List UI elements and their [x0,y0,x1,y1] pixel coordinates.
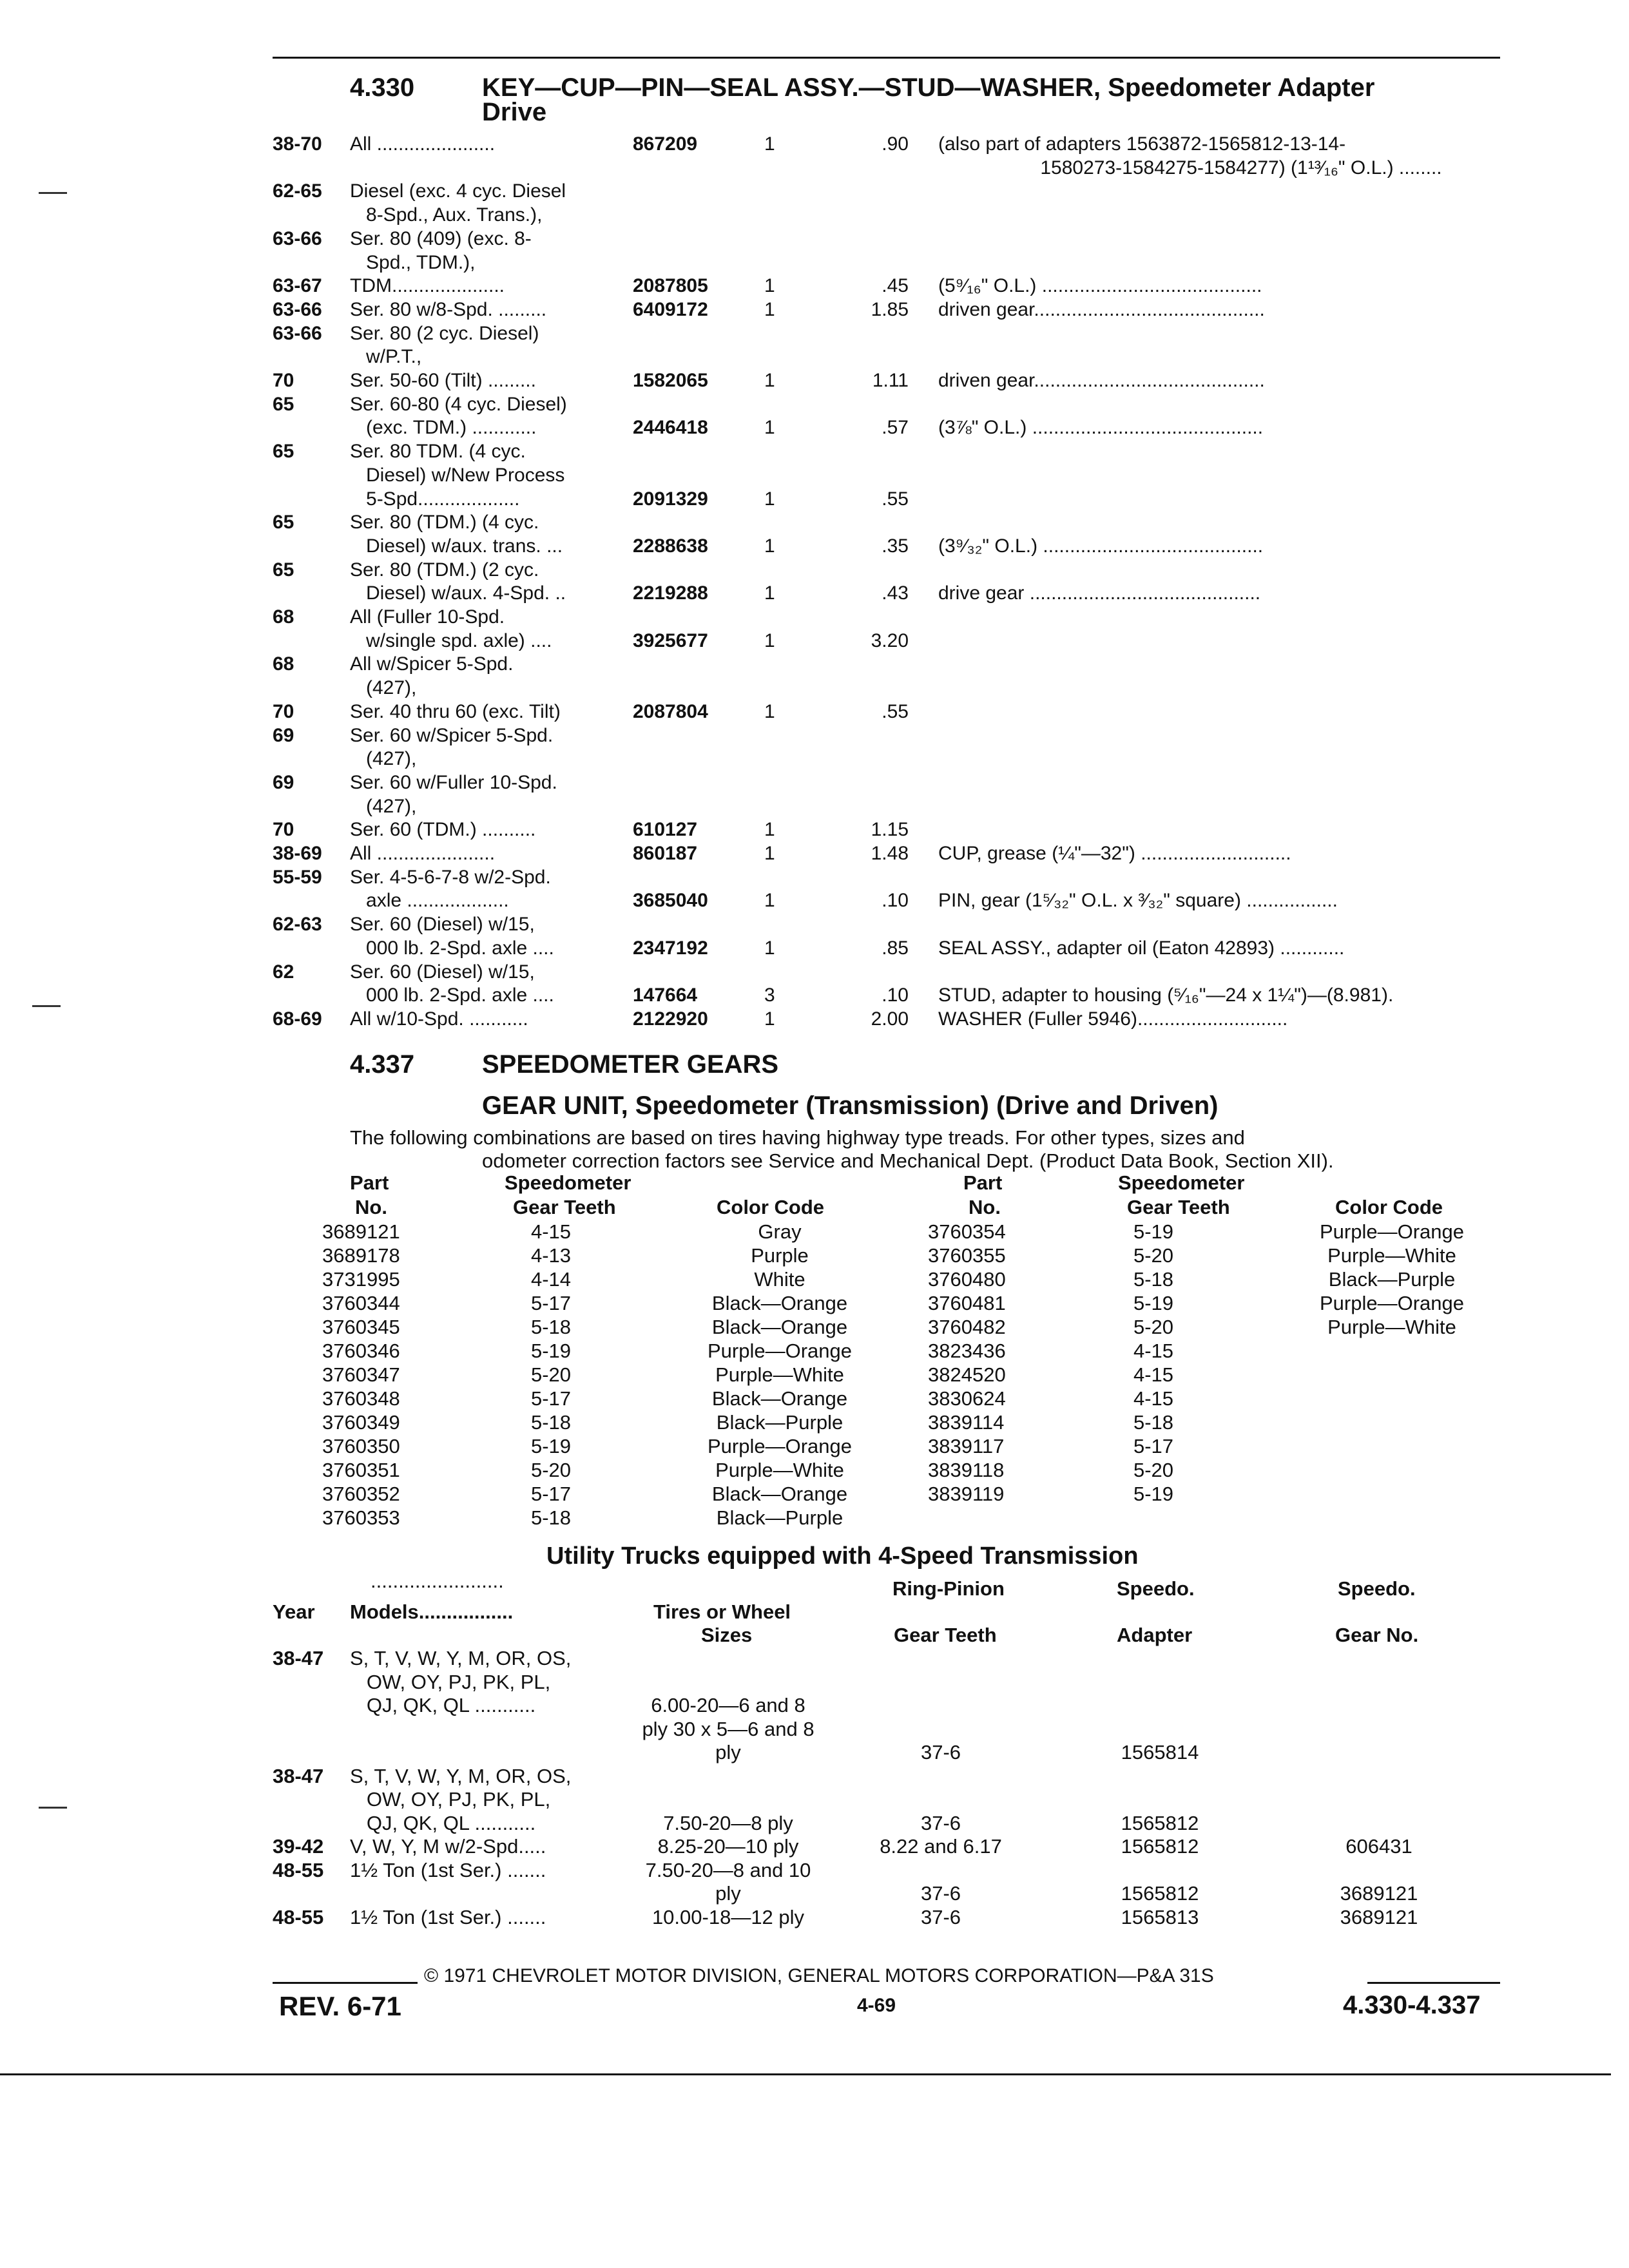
gear-unit-subtitle: GEAR UNIT, Speedometer (Transmission) (Drive and Driven) [482,1091,1219,1120]
row-year: 65 [273,441,294,463]
utility-tires: 10.00-18—12 ply [651,1905,805,1928]
footer-rule-left [273,1982,418,1984]
gear-color-code: Purple—White [1327,1316,1456,1338]
row-model: w/P.T., [350,346,422,368]
utility-ring-pinion: 37-6 [920,1882,961,1905]
utility-model: OW, OY, PJ, PK, PL, [350,1788,551,1811]
row-description: driven gear........................................... [938,370,1265,391]
row-part-number: 2446418 [633,417,708,439]
gear-part-number: 3760355 [928,1244,1006,1267]
row-year: 62-65 [273,180,322,202]
row-model: All (Fuller 10-Spd. [350,606,505,628]
gear-teeth: 4-15 [1133,1363,1174,1386]
utility-adapter: 1565814 [1121,1741,1199,1763]
gear-teeth: 5-18 [530,1316,572,1338]
row-year: 69 [273,771,294,793]
utility-head-adapter-1: Speedo. [1117,1577,1195,1600]
gear-teeth: 5-19 [1133,1483,1174,1505]
row-year: 55-59 [273,866,322,888]
gear-teeth: 4-15 [530,1220,572,1243]
gear-teeth: 5-20 [1133,1316,1174,1338]
row-model: Ser. 4-5-6-7-8 w/2-Spd. [350,866,551,888]
utility-head-ring-1: Ring-Pinion [892,1577,1005,1600]
gear-color-code: White [754,1268,805,1291]
row-model: Ser. 60-80 (4 cyc. Diesel) [350,393,567,415]
row-model: Ser. 60 w/Spicer 5-Spd. [350,724,554,746]
row-quantity: 1 [764,275,775,297]
row-model: Diesel) w/aux. trans. ... [350,535,563,557]
row-description: (3⅞" O.L.) ........................................... [938,417,1264,439]
utility-adapter: 1565813 [1121,1905,1199,1928]
gear-color-code: Black—Orange [711,1483,848,1505]
gear-head-part-1-r: Part [963,1171,1003,1194]
utility-model: 1½ Ton (1st Ser.) ....... [350,1905,546,1928]
row-year: 65 [273,559,294,581]
gear-teeth: 5-18 [1133,1411,1174,1434]
row-model: All ...................... [350,133,496,155]
row-part-number: 2288638 [633,535,708,557]
row-model: Ser. 80 w/8-Spd. ......... [350,298,547,320]
utility-tires: 8.25-20—10 ply [657,1835,799,1858]
row-price: 1.11 [872,370,909,391]
row-model: TDM..................... [350,275,505,297]
gear-teeth: 5-17 [530,1387,572,1410]
row-year: 70 [273,700,294,722]
gear-teeth: 5-18 [530,1411,572,1434]
gear-color-code: Purple—White [715,1459,844,1481]
row-year: 63-66 [273,298,322,320]
gear-head-part-2: No. [355,1196,387,1218]
gear-part-number: 3760350 [322,1435,400,1457]
row-model: All w/Spicer 5-Spd. [350,653,514,675]
gear-color-code: Purple—White [715,1363,844,1386]
row-year: 65 [273,393,294,415]
row-model: 000 lb. 2-Spd. axle .... [350,985,554,1006]
row-year: 68 [273,653,294,675]
gear-color-code: Purple [751,1244,809,1267]
utility-model: V, W, Y, M w/2-Spd..... [350,1835,546,1858]
utility-title: Utility Trucks equipped with 4-Speed Transmission [546,1542,1139,1570]
utility-head-tires-2: Sizes [701,1624,753,1646]
row-part-number: 2122920 [633,1008,708,1030]
utility-model: 1½ Ton (1st Ser.) ....... [350,1858,546,1881]
parts-row [0,1008,1629,1036]
row-part-number: 1582065 [633,370,708,391]
row-description: (3⁹⁄₃₂" O.L.) ......................................... [938,535,1264,557]
row-model: 5-Spd................... [350,488,520,510]
gear-color-code: Purple—Orange [707,1340,852,1362]
row-model: All w/10-Spd. ........... [350,1008,528,1030]
utility-gear-no: 3689121 [1340,1905,1418,1928]
row-quantity: 1 [764,1008,775,1030]
page-bottom-rule [0,2073,1611,2075]
gear-part-number: 3760348 [322,1387,400,1410]
row-model: 000 lb. 2-Spd. axle .... [350,937,554,959]
row-year: 68-69 [273,1008,322,1030]
utility-head-ring-2: Gear Teeth [894,1624,997,1646]
gear-teeth: 5-17 [1133,1435,1174,1457]
gear-part-number: 3839114 [928,1411,1005,1434]
utility-year: 48-55 [273,1858,324,1881]
row-model: 8-Spd., Aux. Trans.), [350,204,543,226]
gear-part-number: 3760345 [322,1316,400,1338]
gear-color-code: Black—Purple [1328,1268,1456,1291]
gear-color-code: Black—Orange [711,1292,848,1314]
row-price: .55 [882,700,909,722]
row-quantity: 1 [764,133,775,155]
gear-teeth: 5-20 [1133,1244,1174,1267]
utility-model: S, T, V, W, Y, M, OR, OS, [350,1647,572,1669]
row-quantity: 1 [764,370,775,391]
row-part-number: 2347192 [633,937,708,959]
page-number: 4-69 [857,1995,896,2016]
row-model: (427), [350,748,417,770]
utility-tires: 6.00-20—6 and 8 [651,1694,805,1716]
margin-mark [32,1005,61,1007]
row-description: (also part of adapters 1563872-1565812-13-14- [938,133,1346,155]
utility-ring-pinion: 37-6 [920,1811,961,1834]
utility-tires: ply [715,1882,741,1905]
row-price: .35 [882,535,909,557]
gear-part-number: 3823436 [928,1340,1006,1362]
row-description: PIN, gear (1⁵⁄₃₂" O.L. x ³⁄₃₂" square) ................. [938,890,1338,912]
row-description: driven gear........................................... [938,298,1265,320]
utility-year: 39-42 [273,1835,324,1858]
utility-head-gear-2: Gear No. [1335,1624,1419,1646]
note-line-1: The following combinations are based on tires having highway type treads. For other types, sizes and [350,1126,1245,1149]
row-quantity: 3 [764,985,775,1006]
gear-teeth: 5-19 [530,1340,572,1362]
gear-teeth: 5-20 [530,1363,572,1386]
row-quantity: 1 [764,298,775,320]
row-year: 63-66 [273,322,322,344]
row-price: .55 [882,488,909,510]
row-price: .43 [882,582,909,604]
gear-part-number: 3760353 [322,1506,400,1529]
gear-head-speedo-1: Speedometer [505,1171,631,1194]
row-model: Ser. 80 (2 cyc. Diesel) [350,322,539,344]
gear-part-number: 3760349 [322,1411,400,1434]
utility-head-models: Models................. [350,1600,514,1623]
gear-color-code: Black—Purple [716,1506,843,1529]
gear-head-color-r: Color Code [1335,1196,1443,1218]
section-range: 4.330-4.337 [1343,1991,1481,2019]
utility-ring-pinion: 8.22 and 6.17 [880,1835,1002,1858]
utility-model: S, T, V, W, Y, M, OR, OS, [350,1764,572,1787]
row-year: 68 [273,606,294,628]
row-price: .10 [882,890,909,912]
gear-part-number: 3760347 [322,1363,400,1386]
row-quantity: 1 [764,890,775,912]
section-title-2: SPEEDOMETER GEARS [482,1050,779,1079]
row-price: .85 [882,937,909,959]
gear-part-number: 3760344 [322,1292,400,1314]
gear-color-code: Purple—Orange [707,1435,852,1457]
gear-color-code: Purple—White [1327,1244,1456,1267]
gear-teeth: 5-18 [1133,1268,1174,1291]
utility-model: QJ, QK, QL ........... [350,1811,536,1834]
utility-year: 38-47 [273,1764,324,1787]
row-part-number: 6409172 [633,298,708,320]
utility-year: 38-47 [273,1647,324,1669]
row-year: 65 [273,512,294,533]
gear-part-number: 3689121 [322,1220,400,1243]
utility-gear-no: 606431 [1345,1835,1412,1858]
utility-adapter: 1565812 [1121,1811,1199,1834]
row-quantity: 1 [764,843,775,864]
gear-part-number: 3689178 [322,1244,400,1267]
gear-teeth: 4-14 [530,1268,572,1291]
gear-head-speedo-2-r: Gear Teeth [1127,1196,1230,1218]
row-description: 1580273-1584275-1584277) (1¹³⁄₁₆" O.L.) ........ [938,157,1442,178]
gear-part-number: 3760354 [928,1220,1006,1243]
utility-ring-pinion: 37-6 [920,1905,961,1928]
row-part-number: 2087804 [633,700,708,722]
row-year: 62 [273,961,294,983]
row-year: 38-69 [273,843,322,864]
gear-teeth: 5-19 [1133,1292,1174,1314]
top-rule [273,57,1500,59]
row-model: w/single spd. axle) .... [350,629,552,651]
row-model: Ser. 60 (Diesel) w/15, [350,961,535,983]
utility-tires: ply [715,1741,741,1763]
row-model: All ...................... [350,843,496,864]
gear-head-color: Color Code [717,1196,825,1218]
gear-teeth: 5-18 [530,1506,572,1529]
row-quantity: 1 [764,819,775,841]
gear-part-number: 3839119 [928,1483,1005,1505]
gear-part-number: 3760481 [928,1292,1006,1314]
row-quantity: 1 [764,629,775,651]
gear-color-code: Purple—Orange [1319,1292,1464,1314]
gear-teeth: 4-15 [1133,1340,1174,1362]
gear-color-code: Black—Orange [711,1316,848,1338]
row-price: .90 [882,133,909,155]
row-part-number: 867209 [633,133,698,155]
gear-teeth: 5-20 [1133,1459,1174,1481]
gear-teeth: 4-15 [1133,1387,1174,1410]
row-description: WASHER (Fuller 5946)............................ [938,1008,1288,1030]
gear-part-number: 3760346 [322,1340,400,1362]
section-number: 4.330 [350,73,415,102]
utility-head-gear-1: Speedo. [1338,1577,1416,1600]
utility-model: QJ, QK, QL ........... [350,1694,536,1716]
row-quantity: 1 [764,700,775,722]
row-description: STUD, adapter to housing (⁵⁄₁₆"—24 x 1¼")—(8.981). [938,985,1394,1006]
row-model: Ser. 50-60 (Tilt) ......... [350,370,536,391]
row-model: Diesel) w/New Process [350,464,565,486]
row-quantity: 1 [764,937,775,959]
gear-head-part-2-r: No. [969,1196,1001,1218]
row-year: 63-67 [273,275,322,297]
gear-part-number: 3760480 [928,1268,1006,1291]
gear-head-part-1: Part [350,1171,389,1194]
row-price: 2.00 [871,1008,909,1030]
gear-color-code: Black—Purple [716,1411,843,1434]
section-title: KEY—CUP—PIN—SEAL ASSY.—STUD—WASHER, Speedometer Adapter [482,73,1375,102]
utility-tires: ply 30 x 5—6 and 8 [642,1717,815,1740]
row-part-number: 2087805 [633,275,708,297]
row-description: drive gear ........................................... [938,582,1261,604]
gear-part-number: 3824520 [928,1363,1006,1386]
row-model: (427), [350,795,417,817]
row-price: 3.20 [871,629,909,651]
gear-part-number: 3760352 [322,1483,400,1505]
gear-part-number: 3760351 [322,1459,400,1481]
row-model: Ser. 60 (Diesel) w/15, [350,914,535,936]
row-model: Ser. 80 (TDM.) (4 cyc. [350,512,539,533]
copyright: © 1971 CHEVROLET MOTOR DIVISION, GENERAL MOTORS CORPORATION—P&A 31S [424,1965,1214,1986]
row-model: Ser. 80 (TDM.) (2 cyc. [350,559,539,581]
row-part-number: 3685040 [633,890,708,912]
row-quantity: 1 [764,417,775,439]
gear-teeth: 5-17 [530,1483,572,1505]
gear-teeth: 5-20 [530,1459,572,1481]
utility-head-tires-1: Tires or Wheel [653,1600,791,1623]
row-quantity: 1 [764,582,775,604]
row-year: 63-66 [273,227,322,249]
row-model: Ser. 60 (TDM.) .......... [350,819,536,841]
utility-dots: ........................ [371,1570,504,1592]
gear-head-speedo-1-r: Speedometer [1118,1171,1245,1194]
row-part-number: 147664 [633,985,698,1006]
utility-adapter: 1565812 [1121,1882,1199,1905]
utility-adapter: 1565812 [1121,1835,1199,1858]
gear-part-number: 3830624 [928,1387,1006,1410]
row-model: axle ................... [350,890,509,912]
revision: REV. 6-71 [279,1991,401,2021]
row-price: .57 [882,417,909,439]
row-price: 1.85 [871,298,909,320]
gear-color-code: Black—Orange [711,1387,848,1410]
gear-part-number: 3839118 [928,1459,1005,1481]
gear-head-speedo-2: Gear Teeth [513,1196,616,1218]
row-model: Diesel) w/aux. 4-Spd. .. [350,582,566,604]
gear-part-number: 3839117 [928,1435,1005,1457]
row-year: 70 [273,370,294,391]
gear-teeth: 5-19 [530,1435,572,1457]
footer-rule-right [1367,1982,1500,1984]
row-quantity: 1 [764,488,775,510]
gear-teeth: 5-19 [1133,1220,1174,1243]
gear-teeth: 4-13 [530,1244,572,1267]
utility-head-adapter-2: Adapter [1117,1624,1193,1646]
row-price: .45 [882,275,909,297]
row-year: 69 [273,724,294,746]
row-description: CUP, grease (¼"—32") ............................ [938,843,1291,864]
row-price: .10 [882,985,909,1006]
row-description: SEAL ASSY., adapter oil (Eaton 42893) ............ [938,937,1345,959]
row-model: Diesel (exc. 4 cyc. Diesel [350,180,566,202]
note-line-2: odometer correction factors see Service and Mechanical Dept. (Product Data Book, Section XII). [482,1149,1334,1172]
row-price: 1.48 [871,843,909,864]
gear-color-code: Purple—Orange [1319,1220,1464,1243]
row-quantity: 1 [764,535,775,557]
utility-tires: 7.50-20—8 and 10 [645,1858,811,1881]
row-model: Spd., TDM.), [350,251,476,273]
row-year: 70 [273,819,294,841]
utility-head-year: Year [273,1600,315,1623]
row-model: Ser. 80 TDM. (4 cyc. [350,441,526,463]
section-title-line2: Drive [482,98,547,126]
utility-ring-pinion: 37-6 [920,1741,961,1763]
utility-tires: 7.50-20—8 ply [663,1811,793,1834]
margin-mark [39,192,67,194]
row-year: 38-70 [273,133,322,155]
section-number-2: 4.337 [350,1050,415,1079]
row-part-number: 3925677 [633,629,708,651]
utility-model: OW, OY, PJ, PK, PL, [350,1670,551,1693]
gear-teeth: 5-17 [530,1292,572,1314]
row-model: Ser. 80 (409) (exc. 8- [350,227,532,249]
row-model: Ser. 60 w/Fuller 10-Spd. [350,771,557,793]
row-year: 62-63 [273,914,322,936]
row-part-number: 610127 [633,819,698,841]
row-model: (427), [350,677,417,699]
row-price: 1.15 [871,819,909,841]
gear-part-number: 3760482 [928,1316,1006,1338]
row-model: Ser. 40 thru 60 (exc. Tilt) [350,700,561,722]
row-part-number: 2091329 [633,488,708,510]
utility-year: 48-55 [273,1905,324,1928]
margin-mark [39,1807,67,1809]
row-part-number: 860187 [633,843,698,864]
gear-color-code: Gray [758,1220,802,1243]
utility-gear-no: 3689121 [1340,1882,1418,1905]
row-model: (exc. TDM.) ............ [350,417,537,439]
row-description: (5⁹⁄₁₆" O.L.) ......................................... [938,275,1262,297]
gear-part-number: 3731995 [322,1268,400,1291]
row-part-number: 2219288 [633,582,708,604]
